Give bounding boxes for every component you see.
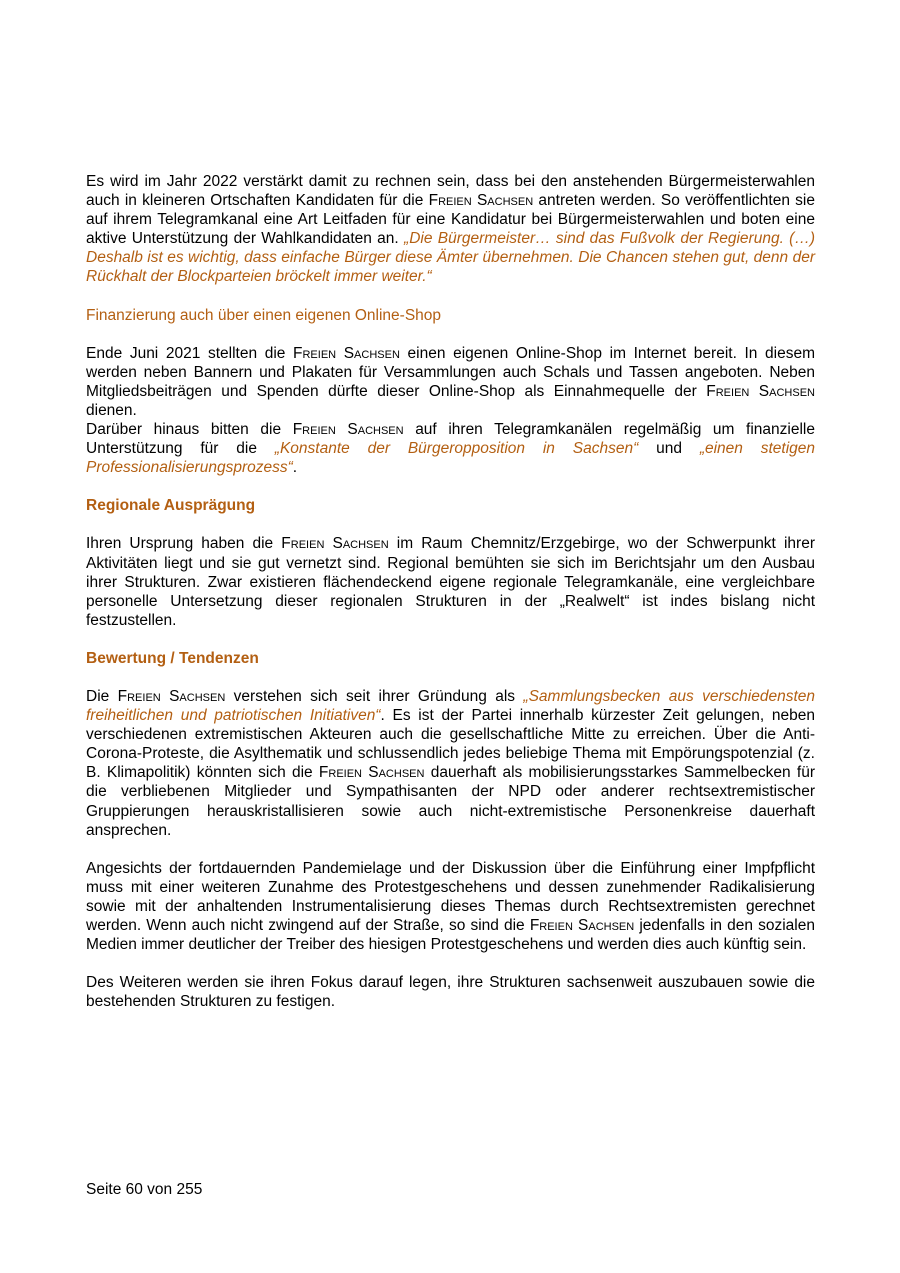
subheading-financing: Finanzierung auch über einen eigenen Online-Shop	[86, 306, 442, 324]
heading-regional: Regionale Ausprägung	[86, 497, 256, 515]
paragraph-assessment: Die Freien Sachsen verstehen sich seit ihrer Gründung als „Sammlungsbecken aus verschiedensten freiheitlichen und patriotischen Initiativen“. Es ist der Partei innerhalb kürzester Zeit gelungen, neben verschiedenen extremistischen Akteuren auch die gesellschaftliche Mitte zu erreichen. Über die Anti-Corona-Proteste, die Asylthematik und schlussendlich jedes beliebige Thema mit Empörungspotenzial (z. B. Klimapolitik) könnten sich die Freien Sachsen dauerhaft als mobilisierungsstarkes Sammelbecken für die verbliebenen Mitglieder und Sympathisanten der NPD oder anderer rechtsextremistischer Gruppierungen herauskristallisieren sowie auch nicht-extremistische Personenkreise dauerhaft ansprechen.	[86, 687, 816, 839]
page-number: Seite 60 von 255	[86, 1181, 203, 1198]
paragraph-online-shop: Ende Juni 2021 stellten die Freien Sachsen einen eigenen Online-Shop im Internet bereit. In diesem werden neben Bannern und Plakaten für Versammlungen auch Schals und Tassen angeboten. Neben Mitgliedsbeiträgen und Spenden dürfte dieser Online-Shop als Einnahmequelle der Freien Sachsen dienen.	[86, 344, 816, 419]
paragraph-pandemic: Angesichts der fortdauernden Pandemielage und der Diskussion über die Einführung einer Impfpflicht muss mit einer weiteren Zunahme des Protestgeschehens und dessen zunehmender Radikalisierung sowie mit der anhaltenden Instrumentalisierung dieses Themas durch Rechtsextremisten gerechnet werden. Wenn auch nicht zwingend auf der Straße, so sind die Freien Sachsen jedenfalls in den sozialen Medien immer deutlicher der Treiber des hiesigen Protestgeschehens und werden dies auch künftig sein.	[86, 859, 815, 954]
org-name: Freien Sachsen	[292, 421, 404, 439]
org-name: Freien Sachsen	[318, 764, 425, 782]
org-name: Freien Sachsen	[529, 917, 635, 934]
org-name: Freien Sachsen	[706, 382, 815, 400]
heading-assessment: Bewertung / Tendenzen	[86, 649, 259, 667]
paragraph-mayoral-elections: Es wird im Jahr 2022 verstärkt damit zu rechnen sein, dass bei den anstehenden Bürgermeisterwahlen auch in kleineren Ortschaften Kandidaten für die Freien Sachsen antreten werden. So veröffentlichten sie auf ihrem Telegramkanal eine Art Leitfaden für eine Kandidatur bei Bürgermeisterwahlen und boten eine aktive Unterstützung der Wahlkandidaten an. „Die Bürgermeister… sind das Fußvolk der Regierung. (…) Deshalb ist es wichtig, dass einfache Bürger diese Ämter übernehmen. Die Chancen stehen gut, denn der Rückhalt der Blockparteien bröckelt immer weiter.“	[86, 173, 816, 286]
org-name: Freien Sachsen	[293, 344, 400, 362]
paragraph-outlook: Des Weiteren werden sie ihren Fokus darauf legen, ihre Strukturen sachsenweit auszubauen sowie die bestehenden Strukturen zu festigen.	[86, 974, 815, 1011]
document-body	[86, 172, 815, 1011]
quote-mayors: „Die Bürgermeister… sind das Fußvolk der Regierung. (…) Deshalb ist es wichtig, dass einfache Bürger diese Ämter übernehmen. Die Chancen stehen gut, denn der Rückhalt der Blockparteien bröckelt immer weiter.“	[86, 230, 816, 286]
paragraph-regional: Ihren Ursprung haben die Freien Sachsen im Raum Chemnitz/Erzgebirge, wo der Schwerpunkt ihrer Aktivitäten liegt und sie gut vernetzt sind. Regional bemühten sie sich im Berichtsjahr um den Ausbau ihrer Strukturen. Zwar existieren flächendeckend eigene regionale Telegramkanäle, eine vergleichbare personelle Untersetzung dieser regionalen Strukturen in der „Realwelt“ ist indes bislang nicht festzustellen.	[86, 535, 815, 629]
org-name: Freien Sachsen	[428, 192, 534, 210]
org-name: Freien Sachsen	[117, 687, 226, 705]
quote-collection-basin: „Sammlungsbecken aus verschiedensten freiheitlichen und patriotischen Initiativen“	[86, 687, 815, 725]
org-name: Freien Sachsen	[281, 535, 389, 553]
quote-professionalization: „einen stetigen Professionalisierungsprozess“	[86, 440, 816, 477]
quote-constant: „Konstante der Bürgeropposition in Sachsen“	[274, 440, 639, 458]
paragraph-financial-support: Darüber hinaus bitten die Freien Sachsen auf ihren Telegramkanälen regelmäßig um finanzielle Unterstützung für die „Konstante der Bürgeropposition in Sachsen“ und „einen stetigen Professionalisierungsprozess“.	[86, 421, 816, 477]
